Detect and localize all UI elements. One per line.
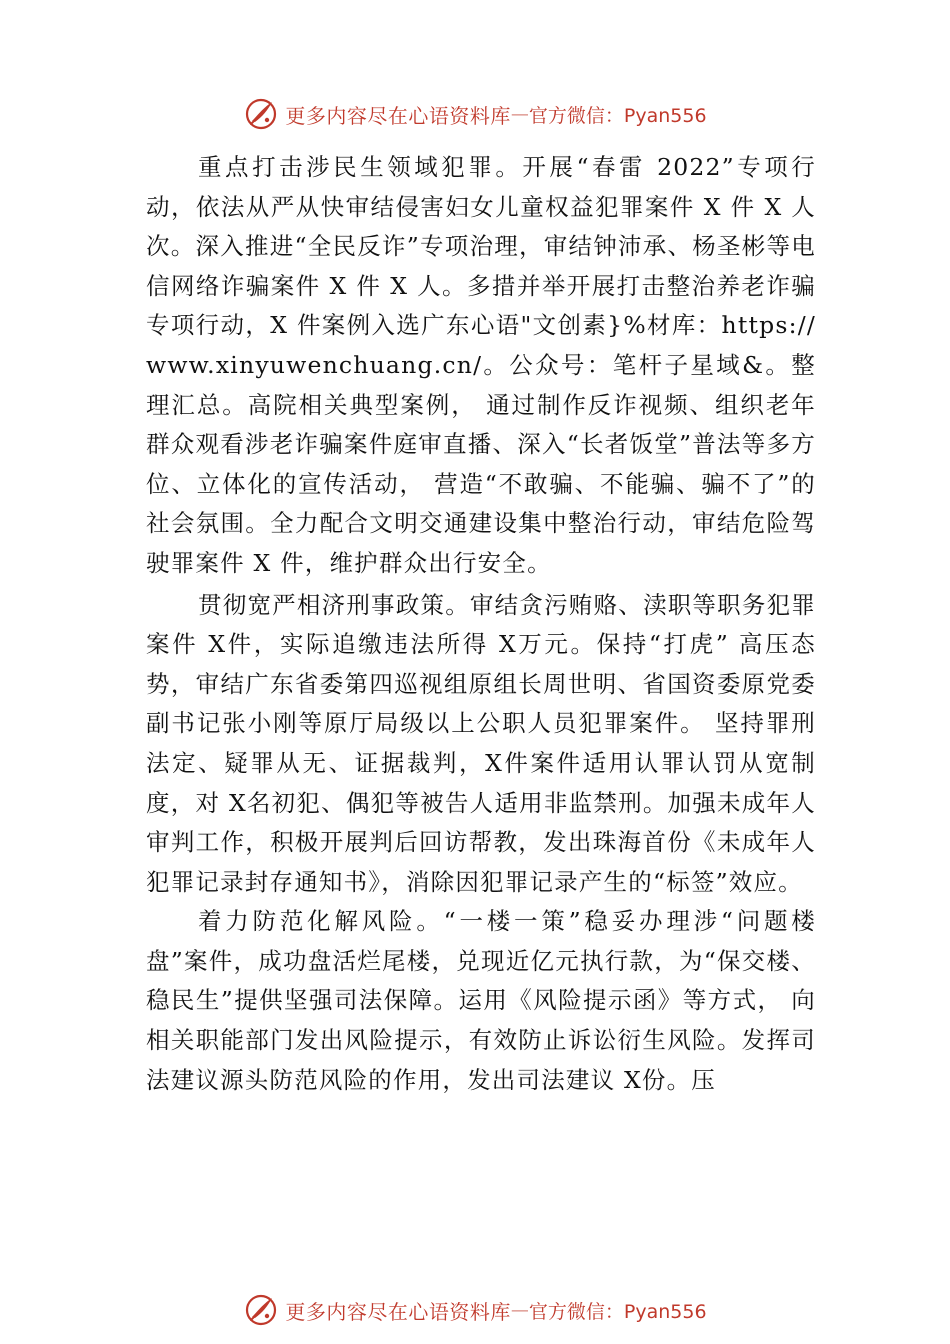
banner-title: 更多内容尽在心语资料库	[285, 1299, 511, 1324]
footer-banner	[0, 1290, 950, 1330]
paragraph-1: 重点打击涉民生领域犯罪。开展“春雷 2022”专项行动，依法从严从快审结侵害妇女儿童权益犯罪案件 X 件 X 人次。深入推进“全民反诈”专项治理，审结钟沛承、杨圣彬等电信网络诈骗案件 X 件 X 人。多措并举开展打击整治养老诈骗专项行动，X 件案例入选广东心语"文创素}%材库：https://www.xinyuwenchuang.cn/。公众号：笔杆子星域&。整理汇总。高院相关典型案例， 通过制作反诈视频、组织老年群众观看涉老诈骗案件庭审直播、深入“长者饭堂”普法等多方位、立体化的宣传活动， 营造“不敢骗、不能骗、骗不了”的社会氛围。全力配合文明交通建设集中整治行动，审结危险驾驶罪案件 X 件，维护群众出行安全。	[146, 153, 816, 577]
quill-logo-icon	[243, 1292, 279, 1328]
banner-wechat: 官方微信：Pyan556	[528, 1300, 707, 1323]
banner-wechat: 官方微信：Pyan556	[528, 104, 707, 127]
quill-logo-icon	[243, 96, 279, 132]
banner-separator: —	[510, 1299, 529, 1321]
banner-title: 更多内容尽在心语资料库	[285, 103, 511, 128]
header-banner	[0, 94, 950, 134]
paragraph-3: 着力防范化解风险。“一楼一策”稳妥办理涉“问题楼盘”案件，成功盘活烂尾楼，兑现近亿元执行款，为“保交楼、 稳民生”提供坚强司法保障。运用《风险提示函》等方式， 向相关职能部门发出风险提示，有效防止诉讼衍生风险。发挥司法建议源头防范风险的作用，发出司法建议 X份。压	[146, 907, 816, 1094]
document-body	[146, 148, 816, 1100]
banner-separator: —	[510, 103, 529, 125]
paragraph-2: 贯彻宽严相济刑事政策。审结贪污贿赂、渎职等职务犯罪案件 X件，实际追缴违法所得 X万元。保持“打虎” 高压态势，审结广东省委第四巡视组原组长周世明、省国资委原党委副书记张小刚等原厅局级以上公职人员犯罪案件。 坚持罪刑法定、疑罪从无、证据裁判，X件案件适用认罪认罚从宽制度，对 X名初犯、偶犯等被告人适用非监禁刑。加强未成年人审判工作，积极开展判后回访帮教，发出珠海首份《未成年人犯罪记录封存通知书》，消除因犯罪记录产生的“标签”效应。	[146, 590, 816, 896]
